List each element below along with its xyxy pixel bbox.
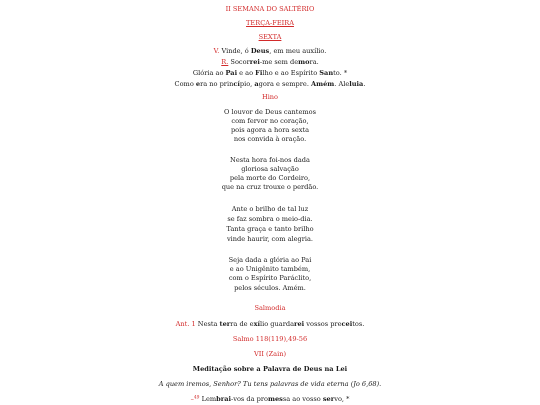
doxology-line-1: Glória ao Pai e ao Filho e ao Espírito Santo. * [192,69,348,77]
psalm-section: VII (Zain) [253,350,287,358]
psalm-reference: Salmo 118(119),49-56 [232,335,308,343]
hour-heading: SEXTA [258,33,282,41]
hymn-line: pela morte do Cordeiro, [229,174,311,182]
epigraph: A quem iremos, Senhor? Tu tens palavras de vida eterna (Jo 6,68). [158,380,382,388]
opening-versicle: V. Vinde, ó Deus, em meu auxílio. [213,47,327,55]
hymn-line: Ante o brilho de tal luz [231,205,309,213]
hymn-line: se faz sombra o meio-dia. [227,215,313,223]
hymn-line: gloriosa salvação [241,165,299,173]
hymn-line: O louvor de Deus cantemos [224,108,316,116]
hymn-line: pelos séculos. Amém. [234,284,306,292]
hymn-line: que na cruz trouxe o perdão. [221,183,319,191]
hymn-line: pois agora a hora sexta [230,126,310,134]
day-heading: TERÇA-FEIRA [246,19,294,27]
meditation-title: Meditação sobre a Palavra de Deus na Lei [192,365,348,373]
antiphon: Ant. 1 Nesta terra de exílio guardarei vossos preceitos. [175,320,365,328]
hymn-line: vinde haurir, com alegria. [226,235,314,243]
hymn-line: Seja dada a glória ao Pai [228,256,312,264]
hymn-line: Nesta hora foi-nos dada [230,156,310,164]
psalmody-title: Salmodia [254,304,286,312]
hymn-line: Tanta graça e tanto brilho [226,225,314,233]
week-heading: II SEMANA DO SALTÉRIO [225,5,315,13]
hymn-line: com o Espírito Paráclito, [228,274,312,282]
psalm-verse: –$^{49}$ Lembrai-vos da promessa ao vosso servo, * [190,395,350,403]
opening-response: R. Socorrei-me sem demora. [221,58,319,66]
doxology-line-2: Como era no princípio, agora e sempre. Amém. Aleluia. [174,80,366,88]
hymn-title: Hino [261,93,279,101]
hymn-line: e ao Unigênito também, [229,265,311,273]
hymn-line: com fervor no coração, [231,117,309,125]
hymn-line: nos convida à oração. [233,135,307,143]
